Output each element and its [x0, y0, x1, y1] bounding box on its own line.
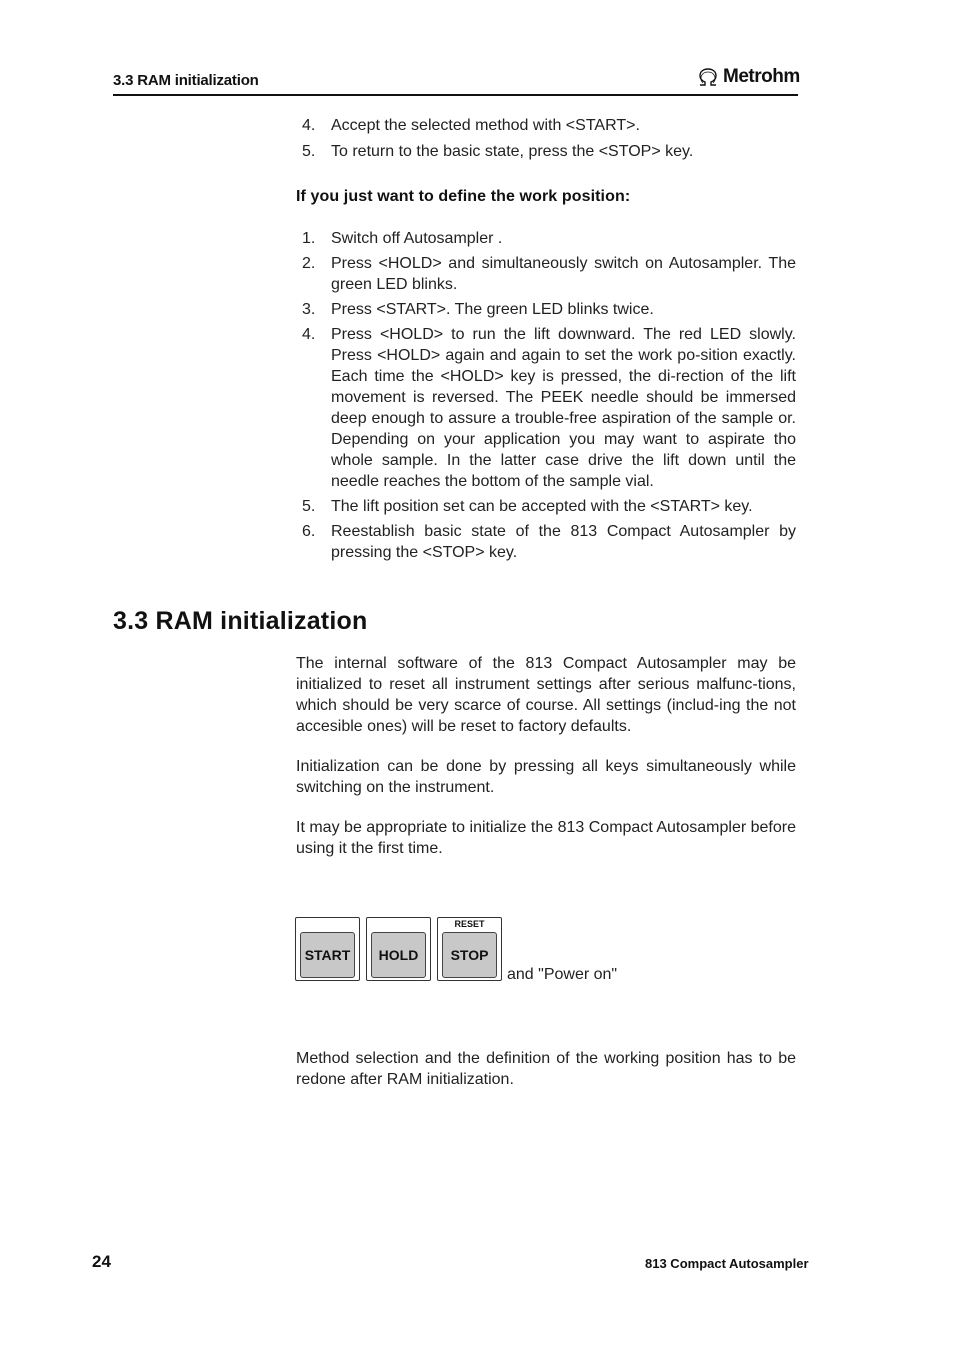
list-number: 6. [302, 523, 316, 540]
brand-name: Metrohm [723, 66, 800, 87]
list-text: Switch off Autosampler . [331, 230, 503, 247]
list-text: To return to the basic state, press the <STOP> key. [331, 143, 694, 160]
list-item [296, 228, 796, 249]
list-item [296, 496, 796, 517]
paragraph-intro: The internal software of the 813 Compact Autosampler may be initialized to reset all instrument settings after serious malfunc-tions, which should be very scarce of course. All settings (includ-ing the not accesible ones) will be reset to factory defaults. [296, 655, 796, 735]
list-text: Reestablish basic state of the 813 Compact Autosampler by pressing the <STOP> key. [331, 523, 796, 561]
section-heading: 3.3 RAM initialization [113, 607, 368, 635]
steps-list-work-position [296, 228, 796, 567]
list-text: Accept the selected method with <START>. [331, 117, 640, 134]
list-text: Press <HOLD> to run the lift downward. The red LED slowly. Press <HOLD> again and again to set the work po-sition exactly. Each time the <HOLD> key is pressed, the di-rection of the lift movement is reversed. The PEEK needle should be immersed deep enough to assure a trouble-free aspiration of the sample or. Depending on your application you may want to aspirate tho whole sample. In the latter case drive the lift down until the needle reaches the bottom of the sample vial. [331, 326, 796, 490]
power-on-text: and "Power on" [507, 966, 618, 983]
stop-key-label: STOP [442, 932, 497, 978]
list-item [296, 141, 796, 162]
keypad-illustration [295, 917, 502, 981]
paragraph-redo: Method selection and the definition of the working position has to be redone after RAM initialization. [296, 1050, 796, 1088]
list-number: 1. [302, 230, 316, 247]
list-item [296, 521, 796, 563]
list-text: Press <START>. The green LED blinks twice. [331, 301, 654, 318]
subheading: If you just want to define the work position: [296, 188, 631, 205]
list-item [296, 324, 796, 492]
list-item [296, 115, 796, 136]
list-number: 4. [302, 326, 316, 343]
page-number: 24 [92, 1252, 111, 1271]
paragraph-first-time: It may be appropriate to initialize the 813 Compact Autosampler before using it the first time. [296, 819, 796, 857]
hold-key [366, 917, 431, 981]
hold-key-label: HOLD [371, 932, 426, 978]
steps-list-method [296, 115, 796, 167]
stop-key [437, 917, 502, 981]
start-key-label: START [300, 932, 355, 978]
list-item [296, 253, 796, 295]
list-item [296, 299, 796, 320]
start-key [295, 917, 360, 981]
paragraph-how: Initialization can be done by pressing all keys simultaneously while switching on the instrument. [296, 758, 796, 796]
running-header: 3.3 RAM initialization [113, 72, 259, 89]
footer-title: 813 Compact Autosampler [645, 1256, 809, 1271]
list-number: 5. [302, 143, 316, 160]
header-rule [113, 94, 798, 96]
list-number: 4. [302, 117, 316, 134]
list-number: 3. [302, 301, 316, 318]
list-number: 2. [302, 255, 316, 272]
list-number: 5. [302, 498, 316, 515]
brand-logo [697, 66, 800, 88]
reset-label: RESET [454, 919, 485, 929]
list-text: The lift position set can be accepted with the <START> key. [331, 498, 753, 515]
omega-icon [697, 67, 719, 87]
list-text: Press <HOLD> and simultaneously switch on Autosampler. The green LED blinks. [331, 255, 796, 293]
